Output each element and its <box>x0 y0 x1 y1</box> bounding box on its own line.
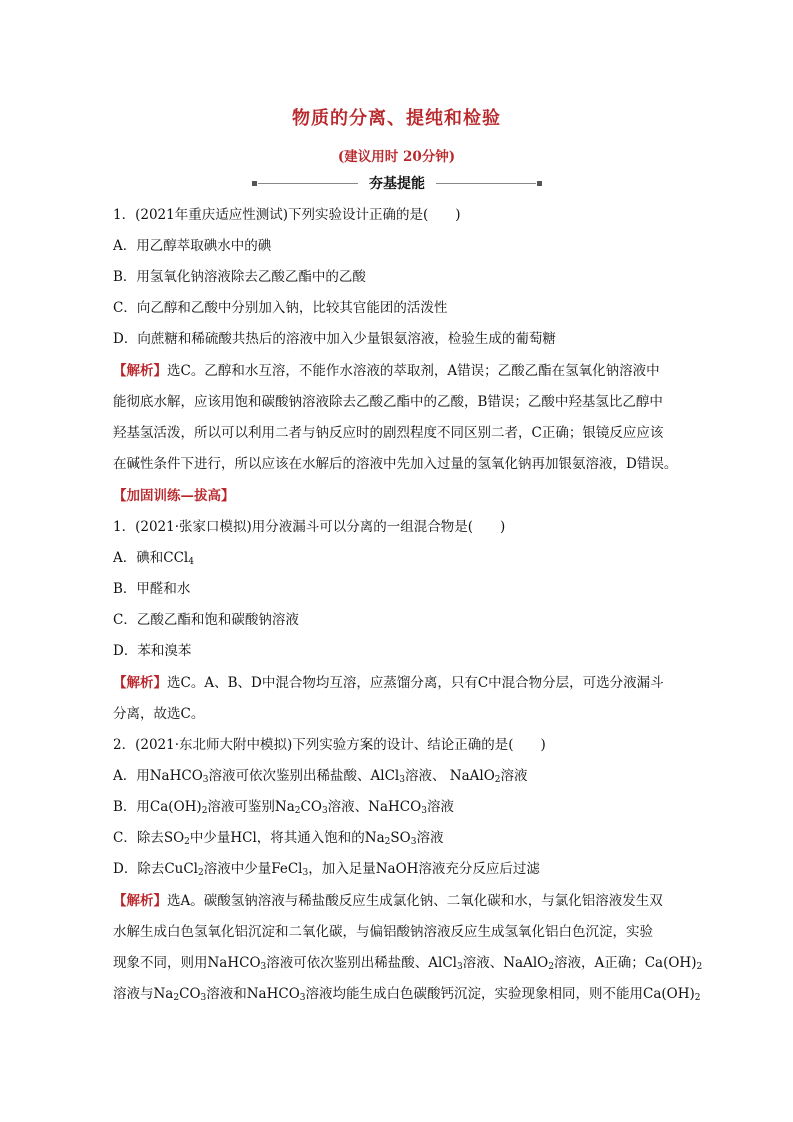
analysis-line <box>113 891 663 911</box>
option-d: D．向蔗糖和稀硫酸共热后的溶液中加入少量银氨溶液，检验生成的葡萄糖 <box>113 331 556 347</box>
option-c: C．除去$SO_2$中少量HCl，将其通入饱和的$Na_2SO_3$溶液 <box>113 830 444 847</box>
analysis-line: 溶液与$Na_2CO_3$溶液和NaHCO$_3$溶液均能生成白色碳酸钙沉淀，实验现象相同，则不能用$Ca(OH)_2$ <box>113 986 701 1003</box>
question-stem: 1．(2021年重庆适应性测试)下列实验设计正确的是( ) <box>113 207 461 223</box>
option-a: A．碘和CCl$_4$ <box>113 550 194 567</box>
analysis-line <box>113 673 664 693</box>
question-stem: 1．(2021·张家口模拟)用分液漏斗可以分离的一组混合物是( ) <box>113 519 506 535</box>
option-b: B．用$Ca(OH)_2$溶液可鉴别$Na_2CO_3$溶液、NaHCO$_3$溶液 <box>113 799 454 816</box>
analysis-tag: 【解析】 <box>113 675 167 691</box>
option-d: D．苯和溴苯 <box>113 643 192 659</box>
option-b: B．甲醛和水 <box>113 581 191 597</box>
option-d: D．除去CuCl$_2$溶液中少量FeCl$_3$，加入足量NaOH溶液充分反应后过滤 <box>113 861 540 878</box>
analysis-text: 选C。乙醇和水互溶，不能作水溶液的萃取剂，A错误；乙酸乙酯在氢氧化钠溶液中 <box>167 363 660 379</box>
section-label: 夯基提能 <box>369 176 425 192</box>
divider-rule-left <box>258 183 358 184</box>
analysis-tag: 【解析】 <box>113 363 167 379</box>
page-subtitle: (建议用时 20分钟) <box>337 149 456 165</box>
analysis-line: 水解生成白色氢氧化铝沉淀和二氧化碳，与偏铝酸钠溶液反应生成氢氧化铝白色沉淀，实验 <box>113 924 653 940</box>
option-c: C．向乙醇和乙酸中分别加入钠，比较其官能团的活泼性 <box>113 300 448 316</box>
analysis-line: 羟基氢活泼，所以可以利用二者与钠反应时的剧烈程度不同区别二者，C正确；银镜反应应该 <box>113 425 664 441</box>
analysis-tag: 【解析】 <box>113 893 167 909</box>
divider-dot-right <box>537 181 542 186</box>
page-title: 物质的分离、提纯和检验 <box>292 108 501 129</box>
analysis-line <box>113 361 660 381</box>
option-b: B．用氢氧化钠溶液除去乙酸乙酯中的乙酸 <box>113 269 366 285</box>
analysis-text: 选A。碳酸氢钠溶液与稀盐酸反应生成氯化钠、二氧化碳和水，与氯化铝溶液发生双 <box>167 893 663 909</box>
section-divider <box>252 173 542 193</box>
analysis-text: 选C。A、B、D中混合物均互溶，应蒸馏分离，只有C中混合物分层，可选分液漏斗 <box>167 675 664 691</box>
reinforce-heading: 【加固训练—拔高】 <box>113 488 235 504</box>
analysis-line: 能彻底水解，应该用饱和碳酸钠溶液除去乙酸乙酯中的乙酸，B错误；乙酸中羟基氢比乙醇中 <box>113 394 663 410</box>
divider-dot-left <box>252 181 257 186</box>
option-c: C．乙酸乙酯和饱和碳酸钠溶液 <box>113 612 299 628</box>
question-stem: 2．(2021·东北师大附中模拟)下列实验方案的设计、结论正确的是( ) <box>113 737 546 753</box>
option-a: A．用NaHCO$_3$溶液可依次鉴别出稀盐酸、AlCl$_3$溶液、 NaAlO$_2$溶液 <box>113 768 528 785</box>
analysis-line: 现象不同，则用NaHCO$_3$溶液可依次鉴别出稀盐酸、AlCl$_3$溶液、NaAlO$_2$溶液，A正确；$Ca(OH)_2$ <box>113 955 703 972</box>
option-a: A．用乙醇萃取碘水中的碘 <box>113 238 272 254</box>
analysis-line: 分离，故选C。 <box>113 706 205 722</box>
divider-rule-right <box>436 183 536 184</box>
analysis-line: 在碱性条件下进行，所以应该在水解后的溶液中先加入过量的氢氧化钠再加银氨溶液，D错误。 <box>113 456 678 472</box>
